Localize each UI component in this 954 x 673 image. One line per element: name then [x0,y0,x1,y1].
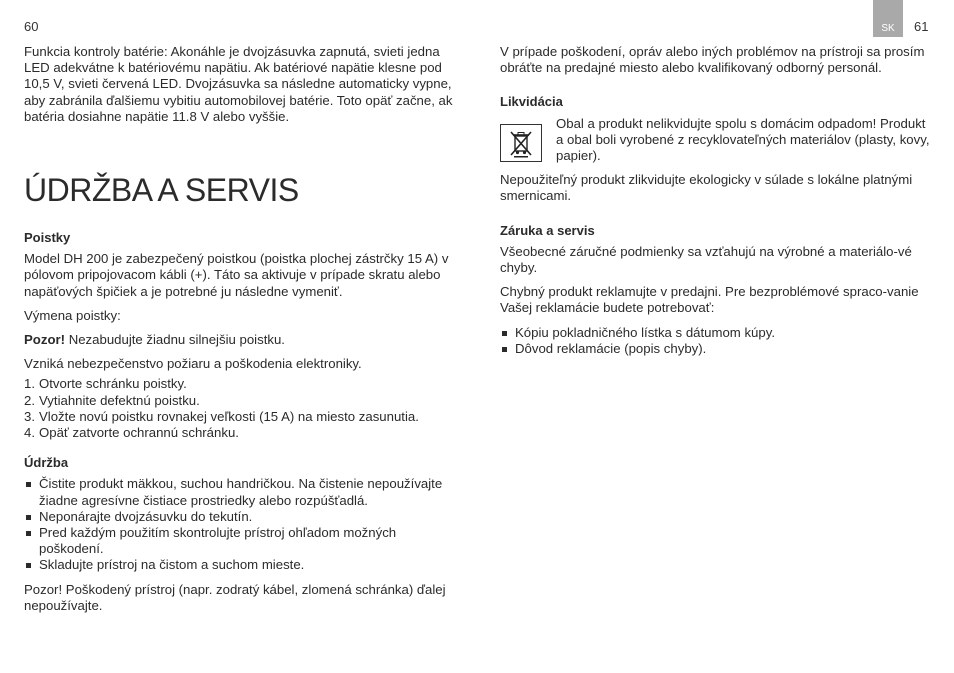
maintenance-heading: Údržba [24,455,69,471]
step-text: Opäť zatvorte ochrannú schránku. [39,425,239,441]
page-title: ÚDRŽBA A SERVIS [24,172,299,209]
step-number: 3. [24,408,35,424]
warranty-text-2: Chybný produkt reklamujte v predajni. Pre bezproblémové spraco-vanie Vašej reklamácie budete potrebovať: [500,284,919,316]
list-item [24,393,454,409]
list-item: Kópiu pokladničného lístka s dátumom kúpy. [500,325,932,341]
step-text: Vložte novú poistku rovnakej veľkosti (15 A) na miesto zasunutia. [39,408,419,424]
step-number: 2. [24,392,35,408]
list-item: Čistite produkt mäkkou, suchou handričkou. Na čistenie nepoužívajte žiadne agresívne čistiace prostriedky alebo rozpúšťadlá. [24,476,454,508]
warranty-list [500,325,932,357]
fuses-text: Model DH 200 je zabezpečený poistkou (poistka plochej zástrčky 15 A) v pólovom pripojovacom kábli (+). Táto sa aktivuje v prípade skratu alebo napäťových špičiek a je potrebné ju následne vymeniť. [24,251,449,299]
warning-text: Nezabudujte žiadnu silnejšiu poistku. [65,332,285,348]
list-item [24,425,454,441]
list-item [24,409,454,425]
list-item: Pred každým použitím skontrolujte prístroj ohľadom možných poškodení. [24,525,454,557]
language-tab: SK [873,0,903,37]
step-text: Otvorte schránku poistky. [39,376,187,392]
step-number: 1. [24,376,35,392]
fuse-warning [24,332,454,348]
right-column [500,44,932,365]
warranty-text-1: Všeobecné záručné podmienky sa vzťahujú na výrobné a materiálo-vé chyby. [500,243,912,276]
fuse-replacement-label: Výmena poistky: [24,307,121,323]
step-number: 4. [24,425,35,441]
fuse-steps-list [24,376,454,441]
list-item [24,376,454,392]
list-item: Dôvod reklamácie (popis chyby). [500,341,932,357]
crossed-out-wheelie-bin-icon [500,124,542,162]
disposal-block [500,116,932,165]
disposal-text: Obal a produkt nelikvidujte spolu s domácim odpadom! Produkt a obal boli vyrobené z recyklovateľných materiálov (plasty, kovy, papier). [556,115,930,164]
left-column [24,44,454,622]
maintenance-closing: Pozor! Poškodený prístroj (napr. zodratý kábel, zlomená schránka) ďalej nepoužívajte. [24,581,446,613]
disposal-heading: Likvidácia [500,94,563,110]
page-number-left: 60 [24,19,39,34]
page-number-right: 61 [914,19,929,34]
fuse-danger: Vzniká nebezpečenstvo požiaru a poškodenia elektroniky. [24,356,362,372]
warning-label: Pozor! [24,332,66,348]
list-item: Neponárajte dvojzásuvku do tekutín. [24,509,454,525]
fuses-heading: Poistky [24,230,71,246]
disposal-text-2: Nepoužiteľný produkt zlikvidujte ekologicky v súlade s lokálne platnými smernicami. [500,172,913,204]
maintenance-list [24,476,454,573]
warranty-heading: Záruka a servis [500,222,595,238]
step-text: Vytiahnite defektnú poistku. [39,392,200,408]
repair-intro: V prípade poškodení, opráv alebo iných problémov na prístroji sa prosím obráťte na predajné miesto alebo kvalifikovaný odborný personál. [500,44,925,76]
list-item: Skladujte prístroj na čistom a suchom mieste. [24,557,454,573]
battery-intro: Funkcia kontroly batérie: Akonáhle je dvojzásuvka zapnutá, svieti jedna LED adekvátne k batériovému napätiu. Ak batériové napätie klesne pod 10,5 V, svieti červená LED. Dvojzásuvka sa následne automaticky vypne, aby zabránila ďalšiemu vybitiu automobilovej batérie. Toto opäť začne, ak batéria dosiahne napätie 11.8 V alebo vyššie. [24,44,453,124]
